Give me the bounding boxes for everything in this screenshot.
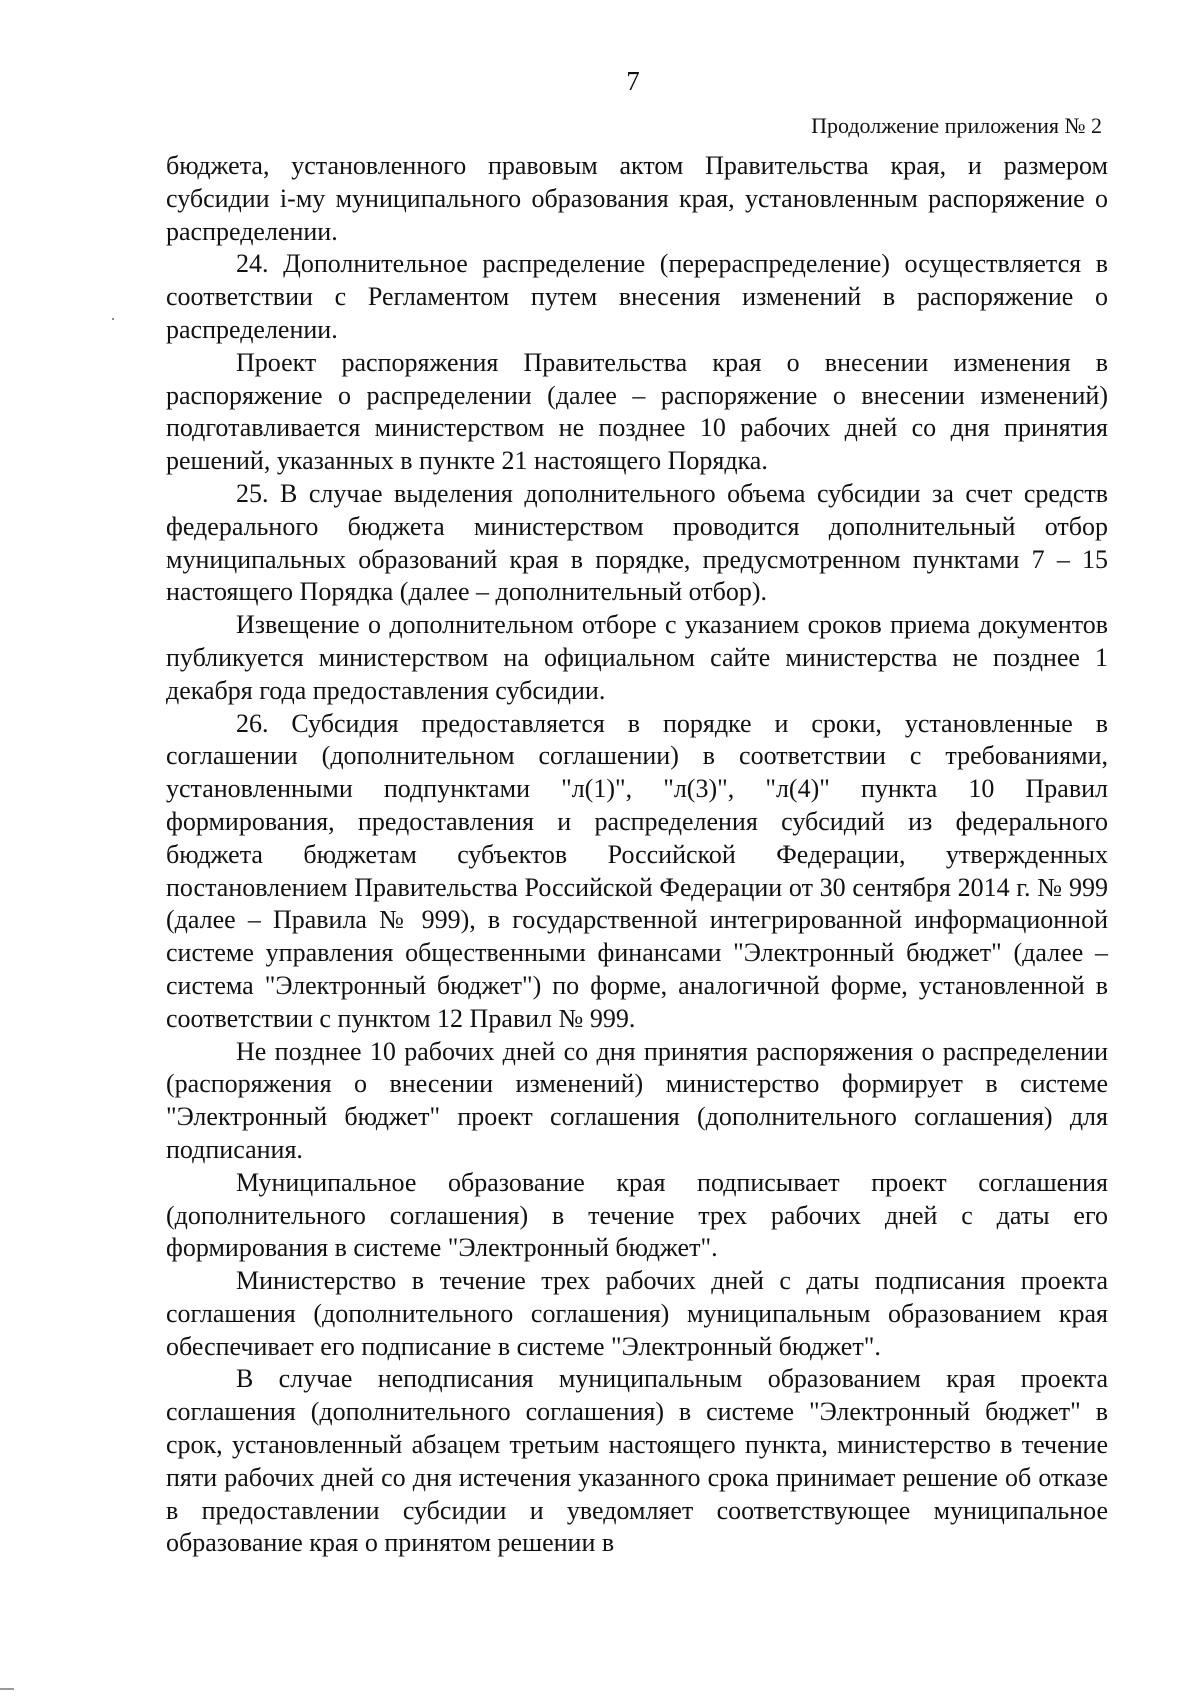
paragraph-municipality-signing: Муниципальное образование края подписывает проект соглашения (дополнительного соглашения) в течение трех рабочих дней с даты его формирования в системе "Электронный бюджет". <box>166 1167 1108 1263</box>
scan-artifact-dot <box>112 318 114 320</box>
paragraph-refusal: В случае неподписания муниципальным образованием края проекта соглашения (дополнительного соглашения) в системе "Электронный бюджет" в срок, установленный абзацем третьим настоящего пункта, министерство в течение пяти рабочих дней со дня истечения указанного срока принимает решение об отказе в предоставлении субсидии и уведомляет соответствующее муниципальное образование края о принятом решении в <box>166 1364 1108 1558</box>
appendix-continuation-note: Продолжение приложения № 2 <box>811 113 1102 138</box>
paragraph-selection-notice: Извещение о дополнительном отборе с указанием сроков приема документов публикуется министерством на официальном сайте министерства не позднее 1 декабря года предоставления субсидии. <box>166 610 1108 705</box>
paragraph-item-25: 25. В случае выделения дополнительного объема субсидии за счет средств федерального бюджета министерством проводится дополнительный отбор муниципальных образований края в порядке, предусмотренном пунктами 7 – 15 настоящего Порядка (далее – дополнительный отбор). <box>166 478 1108 607</box>
paragraph-item-24: 24. Дополнительное распределение (перераспределение) осуществляется в соответствии с Регламентом путем внесения изменений в распоряжение о распределении. <box>166 249 1108 344</box>
paragraph-continuation: бюджета, установленного правовым актом Правительства края, и размером субсидии i-му муниципального образования края, установленным распоряжение о распределении. <box>166 151 1108 246</box>
document-body <box>166 150 1108 1560</box>
paragraph-draft-order: Проект распоряжения Правительства края о внесении изменения в распоряжение о распределении (далее – распоряжение о внесении изменений) подготавливается министерством не позднее 10 рабочих дней со дня принятия решений, указанных в пункте 21 настоящего Порядка. <box>166 347 1108 476</box>
scan-artifact-edge-mark <box>0 1688 14 1690</box>
paragraph-agreement-forming: Не позднее 10 рабочих дней со дня принятия распоряжения о распределении (распоряжения о внесении изменений) министерство формирует в системе "Электронный бюджет" проект соглашения (дополнительного соглашения) для подписания. <box>166 1036 1108 1164</box>
paragraph-ministry-signing: Министерство в течение трех рабочих дней с даты подписания проекта соглашения (дополнительного соглашения) муниципальным образованием края обеспечивает его подписание в системе "Электронный бюджет". <box>166 1266 1108 1361</box>
paragraph-item-26: 26. Субсидия предоставляется в порядке и сроки, установленные в соглашении (дополнительном соглашении) в соответствии с требованиями, установленными подпунктами "л(1)", "л(3)", "л(4)" пункта 10 Правил формирования, предоставления и распределения субсидий из федерального бюджета бюджетам субъектов Российской Федерации, утвержденных постановлением Правительства Российской Федерации от 30 сентября 2014 г. № 999 (далее – Правила № 999), в государственной интегрированной информационной системе управления общественными финансами "Электронный бюджет" (далее – система "Электронный бюджет") по форме, аналогичной форме, установленной в соответствии с пунктом 12 Правил № 999. <box>166 708 1108 1033</box>
page-number: 7 <box>626 66 640 96</box>
